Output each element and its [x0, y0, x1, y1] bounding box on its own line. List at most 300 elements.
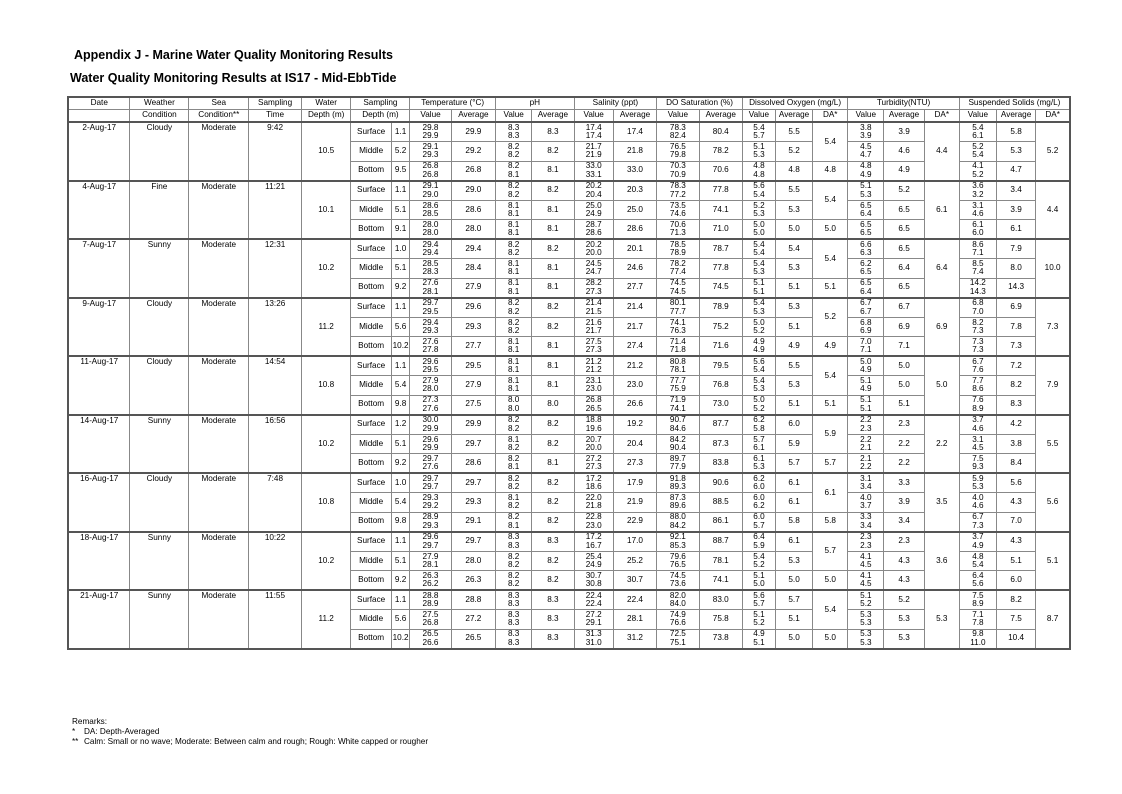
date-cell: 4-Aug-17 — [68, 181, 130, 240]
header-dissolved-oxygen: Dissolved Oxygen (mg/L) — [742, 97, 847, 110]
suspended-solids-value-cell-reading: 4.0 — [972, 493, 984, 503]
dissolved-oxygen-average-cell: 5.1 — [775, 395, 812, 415]
temperature-average-cell: 28.0 — [451, 220, 495, 240]
level-name-cell: Bottom — [351, 571, 391, 591]
ph-value-cell-reading: 8.3 — [507, 599, 520, 608]
suspended-solids-value-cell — [959, 590, 996, 610]
salinity-value-cell — [574, 395, 613, 415]
ph-value-cell — [496, 337, 532, 357]
do-saturation-average-cell: 78.2 — [699, 142, 742, 162]
sampling-time-cell: 12:31 — [249, 239, 302, 298]
header-da: DA* — [924, 110, 959, 123]
do-saturation-value-cell-reading: 76.5 — [669, 559, 686, 569]
do-saturation-value-cell-reading: 80.8 — [669, 356, 686, 366]
dissolved-oxygen-value-cell-reading: 5.7 — [753, 131, 765, 140]
salinity-value-cell — [574, 317, 613, 337]
suspended-solids-value-cell-reading: 8.5 — [972, 259, 984, 269]
temperature-value-cell — [410, 239, 451, 259]
turbidity-average-cell: 5.3 — [884, 629, 924, 649]
salinity-value-cell-reading: 30.8 — [585, 579, 602, 588]
ph-value-cell-reading: 8.2 — [507, 482, 520, 491]
suspended-solids-value-cell-reading: 4.8 — [972, 551, 984, 561]
salinity-average-cell: 19.2 — [613, 415, 656, 435]
suspended-solids-value-cell — [959, 473, 996, 493]
suspended-solids-average-cell: 5.3 — [996, 142, 1035, 162]
do-saturation-value-cell-reading: 84.0 — [669, 599, 686, 608]
do-saturation-value-cell-reading: 73.5 — [669, 200, 686, 210]
dissolved-oxygen-value-cell — [742, 181, 775, 201]
do-saturation-value-cell — [657, 415, 699, 435]
salinity-value-cell-reading: 22.4 — [585, 599, 602, 608]
do-saturation-value-cell-reading: 76.6 — [669, 618, 686, 628]
temperature-average-cell: 29.7 — [451, 532, 495, 552]
ph-value-cell — [496, 220, 532, 240]
turbidity-average-cell: 5.0 — [884, 376, 924, 396]
header-value: Value — [410, 110, 451, 123]
suspended-solids-average-cell: 8.2 — [996, 376, 1035, 396]
dissolved-oxygen-average-cell: 4.9 — [775, 337, 812, 357]
do-saturation-value-cell — [657, 356, 699, 376]
turbidity-value-cell-reading: 3.8 — [860, 122, 872, 132]
salinity-value-cell-reading: 17.2 — [585, 473, 602, 483]
do-saturation-value-cell — [657, 337, 699, 357]
dissolved-oxygen-da-cell: 5.2 — [813, 298, 848, 337]
level-name-cell: Surface — [351, 298, 391, 318]
turbidity-value-cell — [848, 415, 884, 435]
ph-value-cell-reading: 8.1 — [507, 336, 520, 346]
suspended-solids-value-cell — [959, 434, 996, 454]
salinity-average-cell: 20.1 — [613, 239, 656, 259]
suspended-solids-value-cell — [959, 161, 996, 181]
temperature-average-cell: 29.0 — [451, 181, 495, 201]
temperature-value-cell-reading: 28.0 — [422, 228, 439, 237]
temperature-value-cell-reading: 28.0 — [422, 219, 439, 229]
suspended-solids-value-cell — [959, 610, 996, 630]
ph-value-cell-reading: 8.2 — [507, 501, 520, 511]
turbidity-value-cell — [848, 629, 884, 649]
suspended-solids-average-cell: 4.3 — [996, 493, 1035, 513]
ph-average-cell: 8.1 — [532, 337, 574, 357]
ph-value-cell — [496, 142, 532, 162]
suspended-solids-value-cell — [959, 239, 996, 259]
suspended-solids-value-cell-reading: 5.6 — [972, 579, 984, 588]
suspended-solids-value-cell-reading: 11.0 — [970, 637, 986, 647]
salinity-value-cell-reading: 18.6 — [585, 482, 602, 491]
dissolved-oxygen-value-cell-reading: 6.0 — [753, 482, 765, 491]
salinity-value-cell-reading: 27.3 — [585, 462, 602, 471]
salinity-value-cell-reading: 20.0 — [585, 248, 602, 257]
dissolved-oxygen-value-cell-reading: 5.4 — [753, 551, 765, 561]
level-name-cell: Surface — [351, 181, 391, 201]
header-sea-sub: Condition** — [189, 110, 249, 123]
ph-average-cell: 8.2 — [532, 434, 574, 454]
header-da: DA* — [813, 110, 848, 123]
salinity-value-cell-reading: 21.7 — [585, 325, 602, 335]
level-name-cell: Middle — [351, 317, 391, 337]
dissolved-oxygen-value-cell-reading: 5.3 — [753, 267, 765, 277]
suspended-solids-value-cell-reading: 3.2 — [972, 189, 984, 199]
ph-value-cell-reading: 8.1 — [507, 434, 520, 444]
suspended-solids-value-cell-reading: 4.1 — [972, 161, 984, 171]
ph-value-cell-reading: 8.1 — [507, 376, 520, 386]
temperature-value-cell-reading: 29.6 — [422, 532, 439, 542]
temperature-value-cell — [410, 629, 451, 649]
dissolved-oxygen-average-cell: 5.8 — [775, 512, 812, 532]
suspended-solids-value-cell-reading: 3.1 — [972, 434, 984, 444]
do-saturation-value-cell-reading: 78.3 — [669, 181, 686, 191]
salinity-average-cell: 20.3 — [613, 181, 656, 201]
salinity-value-cell-reading: 21.2 — [585, 356, 602, 366]
level-depth-cell: 1.2 — [391, 415, 410, 435]
weather-cell: Cloudy — [130, 356, 189, 415]
turbidity-value-cell-reading: 2.2 — [860, 462, 872, 471]
dissolved-oxygen-value-cell — [742, 454, 775, 474]
ph-value-cell-reading: 8.2 — [507, 442, 520, 452]
salinity-average-cell: 17.9 — [613, 473, 656, 493]
turbidity-value-cell — [848, 161, 884, 181]
suspended-solids-value-cell-reading: 7.4 — [972, 267, 984, 277]
water-depth-cell: 10.2 — [301, 239, 351, 298]
level-depth-cell: 1.0 — [391, 473, 410, 493]
temperature-average-cell: 29.5 — [451, 356, 495, 376]
ph-average-cell: 8.3 — [532, 629, 574, 649]
salinity-value-cell — [574, 610, 613, 630]
salinity-value-cell-reading: 24.5 — [585, 259, 602, 269]
sea-condition-cell: Moderate — [189, 532, 249, 591]
temperature-value-cell-reading: 29.7 — [422, 482, 439, 491]
turbidity-value-cell — [848, 122, 884, 142]
dissolved-oxygen-bottom-da-cell: 5.0 — [813, 629, 848, 649]
do-saturation-average-cell: 74.1 — [699, 571, 742, 591]
dissolved-oxygen-average-cell: 5.1 — [775, 317, 812, 337]
date-cell: 21-Aug-17 — [68, 590, 130, 649]
dissolved-oxygen-average-cell: 5.3 — [775, 200, 812, 220]
temperature-value-cell-reading: 29.7 — [422, 453, 439, 463]
ph-value-cell-reading: 8.2 — [507, 415, 520, 425]
temperature-value-cell-reading: 26.6 — [422, 637, 439, 647]
do-saturation-value-cell — [657, 493, 699, 513]
level-name-cell: Surface — [351, 473, 391, 493]
ph-average-cell: 8.0 — [532, 395, 574, 415]
table-row — [68, 532, 1070, 552]
turbidity-value-cell-reading: 3.9 — [860, 131, 872, 140]
temperature-value-cell-reading: 27.9 — [422, 376, 439, 386]
ph-value-cell — [496, 512, 532, 532]
salinity-value-cell-reading: 19.6 — [585, 423, 602, 433]
level-depth-cell: 5.6 — [391, 317, 410, 337]
do-saturation-value-cell-reading: 87.3 — [669, 493, 686, 503]
dissolved-oxygen-average-cell: 5.2 — [775, 142, 812, 162]
do-saturation-value-cell — [657, 200, 699, 220]
do-saturation-average-cell: 76.8 — [699, 376, 742, 396]
ph-average-cell: 8.2 — [532, 512, 574, 532]
weather-cell: Sunny — [130, 239, 189, 298]
salinity-value-cell-reading: 26.5 — [585, 403, 602, 413]
ph-average-cell: 8.3 — [532, 590, 574, 610]
do-saturation-average-cell: 74.5 — [699, 278, 742, 298]
dissolved-oxygen-bottom-da-cell: 5.1 — [813, 395, 848, 415]
ph-average-cell: 8.1 — [532, 161, 574, 181]
table-row — [68, 590, 1070, 610]
ph-value-cell-reading: 8.2 — [507, 161, 520, 171]
ph-value-cell-reading: 8.2 — [507, 150, 520, 160]
temperature-average-cell: 26.3 — [451, 571, 495, 591]
dissolved-oxygen-value-cell-reading: 5.1 — [753, 637, 765, 647]
level-name-cell: Bottom — [351, 512, 391, 532]
ph-value-cell-reading: 8.2 — [507, 181, 520, 191]
turbidity-value-cell-reading: 5.1 — [860, 395, 872, 405]
header-value: Value — [657, 110, 699, 123]
level-name-cell: Middle — [351, 551, 391, 571]
suspended-solids-da-cell: 5.5 — [1036, 415, 1070, 474]
suspended-solids-average-cell: 6.9 — [996, 298, 1035, 318]
do-saturation-value-cell-reading: 77.9 — [669, 462, 686, 471]
ph-average-cell: 8.2 — [532, 239, 574, 259]
suspended-solids-value-cell — [959, 415, 996, 435]
sea-condition-cell: Moderate — [189, 415, 249, 474]
temperature-value-cell-reading: 26.5 — [422, 629, 439, 639]
temperature-average-cell: 26.5 — [451, 629, 495, 649]
turbidity-value-cell-reading: 7.0 — [860, 336, 872, 346]
turbidity-value-cell-reading: 3.1 — [860, 473, 872, 483]
ph-value-cell-reading: 8.1 — [507, 356, 520, 366]
dissolved-oxygen-value-cell-reading: 5.4 — [753, 259, 765, 269]
turbidity-value-cell — [848, 376, 884, 396]
suspended-solids-value-cell-reading: 3.1 — [972, 200, 984, 210]
date-cell: 7-Aug-17 — [68, 239, 130, 298]
temperature-value-cell-reading: 29.6 — [422, 356, 439, 366]
header-suspended-solids: Suspended Solids (mg/L) — [959, 97, 1070, 110]
ph-value-cell-reading: 8.0 — [507, 403, 520, 413]
salinity-value-cell-reading: 24.9 — [585, 559, 602, 569]
do-saturation-value-cell-reading: 70.3 — [669, 161, 686, 171]
salinity-value-cell-reading: 21.2 — [585, 365, 602, 374]
dissolved-oxygen-value-cell-reading: 5.2 — [753, 559, 765, 569]
temperature-value-cell — [410, 181, 451, 201]
salinity-value-cell-reading: 23.0 — [585, 384, 602, 394]
do-saturation-value-cell-reading: 74.5 — [669, 278, 686, 288]
salinity-value-cell-reading: 23.0 — [585, 520, 602, 530]
dissolved-oxygen-value-cell-reading: 5.6 — [753, 356, 765, 366]
sampling-time-cell: 11:55 — [249, 590, 302, 649]
do-saturation-average-cell: 74.1 — [699, 200, 742, 220]
level-name-cell: Surface — [351, 415, 391, 435]
header-value: Value — [496, 110, 532, 123]
do-saturation-value-cell-reading: 90.7 — [669, 415, 686, 425]
turbidity-average-cell: 2.2 — [884, 454, 924, 474]
temperature-value-cell-reading: 26.3 — [422, 570, 439, 580]
ph-value-cell-reading: 8.1 — [507, 384, 520, 394]
ph-average-cell: 8.2 — [532, 298, 574, 318]
salinity-average-cell: 31.2 — [613, 629, 656, 649]
salinity-value-cell-reading: 21.8 — [585, 501, 602, 511]
ph-value-cell — [496, 590, 532, 610]
sampling-time-cell: 10:22 — [249, 532, 302, 591]
weather-cell: Sunny — [130, 415, 189, 474]
temperature-value-cell — [410, 415, 451, 435]
suspended-solids-value-cell-reading: 6.7 — [972, 512, 984, 522]
dissolved-oxygen-da-cell: 5.4 — [813, 239, 848, 278]
sea-condition-cell: Moderate — [189, 239, 249, 298]
salinity-value-cell-reading: 29.1 — [585, 618, 602, 628]
temperature-value-cell — [410, 434, 451, 454]
temperature-value-cell-reading: 28.6 — [422, 200, 439, 210]
table-title: Water Quality Monitoring Results at IS17 - Mid-EbbTide — [70, 71, 397, 85]
turbidity-average-cell: 6.7 — [884, 298, 924, 318]
dissolved-oxygen-value-cell — [742, 122, 775, 142]
ph-value-cell-reading: 8.2 — [507, 142, 520, 152]
do-saturation-value-cell-reading: 78.2 — [669, 259, 686, 269]
salinity-value-cell-reading: 20.2 — [585, 239, 602, 249]
level-depth-cell: 9.5 — [391, 161, 410, 181]
suspended-solids-value-cell-reading: 7.6 — [972, 365, 984, 374]
salinity-average-cell: 17.4 — [613, 122, 656, 142]
salinity-value-cell-reading: 21.6 — [585, 317, 602, 327]
ph-value-cell — [496, 532, 532, 552]
header-value: Value — [742, 110, 775, 123]
turbidity-average-cell: 5.3 — [884, 610, 924, 630]
salinity-value-cell-reading: 20.2 — [585, 181, 602, 191]
turbidity-value-cell — [848, 278, 884, 298]
salinity-value-cell-reading: 24.7 — [585, 267, 602, 277]
level-name-cell: Surface — [351, 122, 391, 142]
header-salinity: Salinity (ppt) — [574, 97, 657, 110]
dissolved-oxygen-value-cell — [742, 473, 775, 493]
suspended-solids-value-cell-reading: 4.6 — [972, 208, 984, 218]
suspended-solids-average-cell: 7.8 — [996, 317, 1035, 337]
level-depth-cell: 5.6 — [391, 610, 410, 630]
dissolved-oxygen-value-cell-reading: 6.2 — [753, 473, 765, 483]
temperature-value-cell-reading: 27.9 — [422, 551, 439, 561]
salinity-value-cell — [574, 493, 613, 513]
weather-cell: Sunny — [130, 532, 189, 591]
do-saturation-value-cell-reading: 74.1 — [669, 317, 686, 327]
suspended-solids-value-cell — [959, 200, 996, 220]
temperature-value-cell-reading: 28.9 — [422, 599, 439, 608]
do-saturation-value-cell-reading: 89.3 — [669, 482, 686, 491]
do-saturation-value-cell — [657, 259, 699, 279]
turbidity-value-cell-reading: 5.3 — [860, 610, 872, 620]
turbidity-value-cell-reading: 6.7 — [860, 298, 872, 308]
turbidity-value-cell-reading: 6.5 — [860, 219, 872, 229]
sea-condition-cell: Moderate — [189, 473, 249, 532]
do-saturation-value-cell-reading: 77.2 — [669, 189, 686, 199]
suspended-solids-value-cell — [959, 532, 996, 552]
salinity-value-cell-reading: 20.0 — [585, 442, 602, 452]
turbidity-value-cell — [848, 200, 884, 220]
suspended-solids-average-cell: 5.6 — [996, 473, 1035, 493]
ph-value-cell-reading: 8.2 — [507, 325, 520, 335]
turbidity-value-cell-reading: 6.5 — [860, 228, 872, 237]
turbidity-average-cell: 2.3 — [884, 415, 924, 435]
suspended-solids-value-cell-reading: 7.6 — [972, 395, 984, 405]
header-sampling-depth: Sampling — [351, 97, 410, 110]
salinity-value-cell-reading: 17.4 — [585, 131, 602, 140]
suspended-solids-average-cell: 4.2 — [996, 415, 1035, 435]
ph-value-cell-reading: 8.1 — [507, 208, 520, 218]
suspended-solids-value-cell — [959, 220, 996, 240]
level-depth-cell: 10.2 — [391, 337, 410, 357]
turbidity-value-cell-reading: 6.4 — [860, 208, 872, 218]
turbidity-average-cell: 4.9 — [884, 161, 924, 181]
dissolved-oxygen-da-cell: 6.1 — [813, 473, 848, 512]
salinity-value-cell — [574, 473, 613, 493]
header-date: Date — [68, 97, 130, 110]
salinity-value-cell-reading: 27.5 — [585, 336, 602, 346]
do-saturation-value-cell-reading: 88.0 — [669, 512, 686, 522]
table-row — [68, 122, 1070, 142]
turbidity-value-cell-reading: 3.4 — [860, 482, 872, 491]
level-depth-cell: 1.1 — [391, 298, 410, 318]
header-average: Average — [532, 110, 574, 123]
ph-value-cell-reading: 8.2 — [507, 239, 520, 249]
level-name-cell: Bottom — [351, 629, 391, 649]
ph-value-cell — [496, 395, 532, 415]
turbidity-value-cell-reading: 3.7 — [860, 501, 872, 511]
dissolved-oxygen-average-cell: 5.9 — [775, 434, 812, 454]
salinity-value-cell-reading: 26.8 — [585, 395, 602, 405]
salinity-average-cell: 21.9 — [613, 493, 656, 513]
turbidity-da-cell: 5.3 — [924, 590, 959, 649]
salinity-value-cell — [574, 532, 613, 552]
ph-average-cell: 8.1 — [532, 278, 574, 298]
table-row — [68, 298, 1070, 318]
suspended-solids-value-cell-reading: 9.8 — [972, 629, 984, 639]
salinity-average-cell: 21.8 — [613, 142, 656, 162]
dissolved-oxygen-value-cell — [742, 551, 775, 571]
do-saturation-average-cell: 83.8 — [699, 454, 742, 474]
temperature-average-cell: 29.6 — [451, 298, 495, 318]
temperature-average-cell: 28.4 — [451, 259, 495, 279]
header-average: Average — [613, 110, 656, 123]
temperature-value-cell-reading: 27.6 — [422, 278, 439, 288]
suspended-solids-da-cell: 5.1 — [1036, 532, 1070, 591]
dissolved-oxygen-value-cell-reading: 5.4 — [753, 189, 765, 199]
ph-average-cell: 8.2 — [532, 473, 574, 493]
suspended-solids-average-cell: 14.3 — [996, 278, 1035, 298]
turbidity-da-cell: 6.9 — [924, 298, 959, 357]
do-saturation-value-cell-reading: 82.0 — [669, 590, 686, 600]
do-saturation-value-cell — [657, 434, 699, 454]
dissolved-oxygen-value-cell — [742, 239, 775, 259]
level-depth-cell: 9.2 — [391, 454, 410, 474]
table-row — [68, 473, 1070, 493]
do-saturation-value-cell-reading: 78.5 — [669, 239, 686, 249]
do-saturation-value-cell — [657, 278, 699, 298]
weather-cell: Sunny — [130, 590, 189, 649]
temperature-value-cell-reading: 29.7 — [422, 298, 439, 308]
turbidity-da-cell: 6.4 — [924, 239, 959, 298]
suspended-solids-value-cell-reading: 6.7 — [972, 356, 984, 366]
ph-value-cell-reading: 8.1 — [507, 345, 520, 354]
date-cell: 11-Aug-17 — [68, 356, 130, 415]
temperature-value-cell — [410, 473, 451, 493]
dissolved-oxygen-value-cell-reading: 5.2 — [753, 200, 765, 210]
salinity-value-cell — [574, 142, 613, 162]
do-saturation-value-cell — [657, 629, 699, 649]
level-depth-cell: 5.1 — [391, 259, 410, 279]
salinity-average-cell: 22.4 — [613, 590, 656, 610]
turbidity-value-cell — [848, 551, 884, 571]
suspended-solids-average-cell: 7.5 — [996, 610, 1035, 630]
turbidity-value-cell-reading: 2.1 — [860, 442, 872, 452]
temperature-value-cell-reading: 29.8 — [422, 122, 439, 132]
salinity-value-cell-reading: 28.2 — [585, 278, 602, 288]
turbidity-average-cell: 6.5 — [884, 239, 924, 259]
table-row — [68, 356, 1070, 376]
temperature-value-cell — [410, 395, 451, 415]
level-name-cell: Surface — [351, 590, 391, 610]
